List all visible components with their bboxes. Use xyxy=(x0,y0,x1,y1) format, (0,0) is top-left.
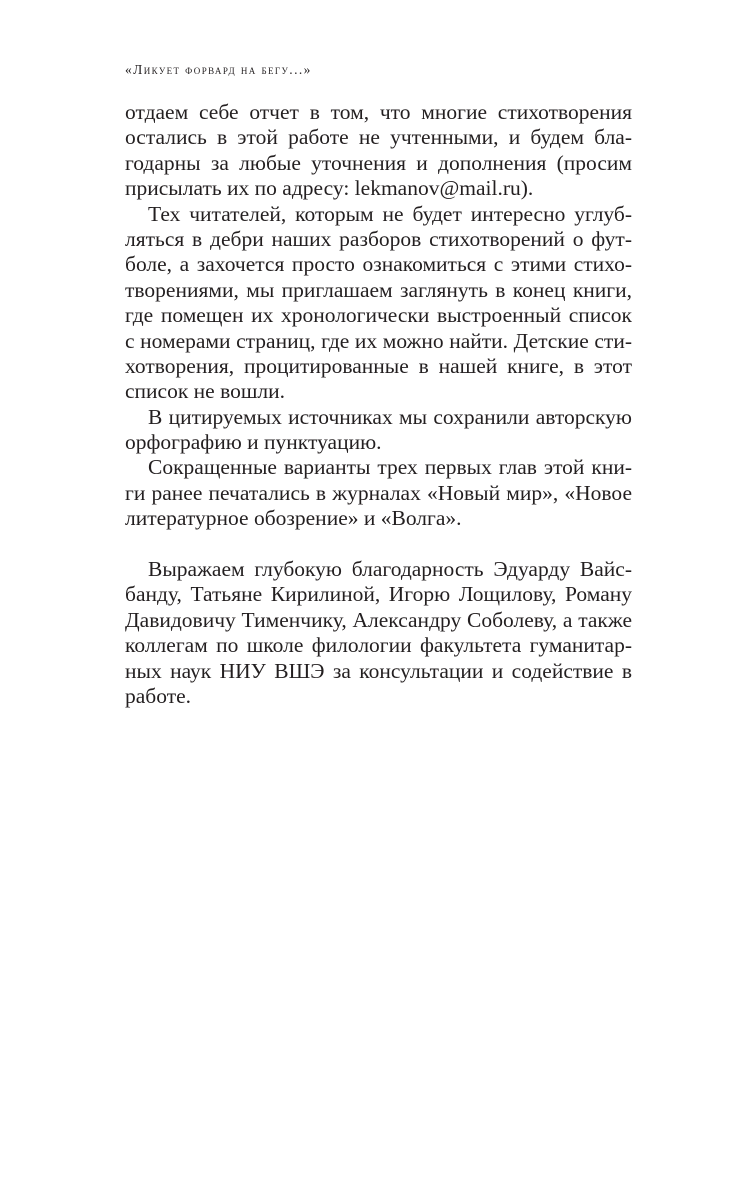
section-gap xyxy=(125,532,632,557)
text-line: Сокращенные варианты трех первых глав этой кни- xyxy=(148,455,632,480)
text-line: остались в этой работе не учтенными, и будем бла- xyxy=(125,125,632,150)
text-line: где помещен их хронологически выстроенный список xyxy=(125,303,632,328)
text-line: творениями, мы приглашаем заглянуть в конец книги, xyxy=(125,277,632,302)
text-line: с номерами страниц, где их можно найти. Детские сти- xyxy=(125,328,632,353)
text-line: список не вошли. xyxy=(125,379,286,404)
text-line: отдаем себе отчет в том, что многие стихотворения xyxy=(125,100,632,124)
text-line: орфографию и пунктуацию. xyxy=(125,430,382,455)
text-line: литературное обозрение» и «Волга». xyxy=(125,506,462,531)
text-line: Выражаем глубокую благодарность Эдуарду Вайс- xyxy=(148,557,632,582)
acknowledgements-paragraph xyxy=(125,557,632,709)
text-line: работе. xyxy=(125,683,192,708)
text-line: Тех читателей, которым не будет интересно углуб- xyxy=(148,201,632,226)
body-text xyxy=(125,100,632,709)
paragraph xyxy=(125,455,632,531)
paragraph xyxy=(125,405,632,456)
text-line: банду, Татьяне Кирилиной, Игорю Лощилову, Роману xyxy=(125,582,632,607)
paragraph xyxy=(125,100,632,202)
text-line: Давидовичу Тименчику, Александру Соболеву, а также xyxy=(125,607,632,632)
text-line: хотворения, процитированные в нашей книге, в этот xyxy=(125,353,632,378)
running-head: «Ликует форвард на бегу...» xyxy=(125,62,312,77)
text-line: годарны за любые уточнения и дополнения (просим xyxy=(125,150,632,175)
text-line: боле, а захочется просто ознакомиться с этими стихо- xyxy=(125,252,632,277)
paragraph xyxy=(125,202,632,405)
text-line: ляться в дебри наших разборов стихотворений о фут- xyxy=(125,226,632,251)
text-line: ги ранее печатались в журналах «Новый мир», «Новое xyxy=(125,480,632,505)
text-line: присылать их по адресу: lekmanov@mail.ru). xyxy=(125,176,534,201)
text-line: В цитируемых источниках мы сохранили авторскую xyxy=(148,404,632,429)
text-line: коллегам по школе филологии факультета гуманитар- xyxy=(125,633,632,658)
text-line: ных наук НИУ ВШЭ за консультации и содействие в xyxy=(125,658,632,683)
